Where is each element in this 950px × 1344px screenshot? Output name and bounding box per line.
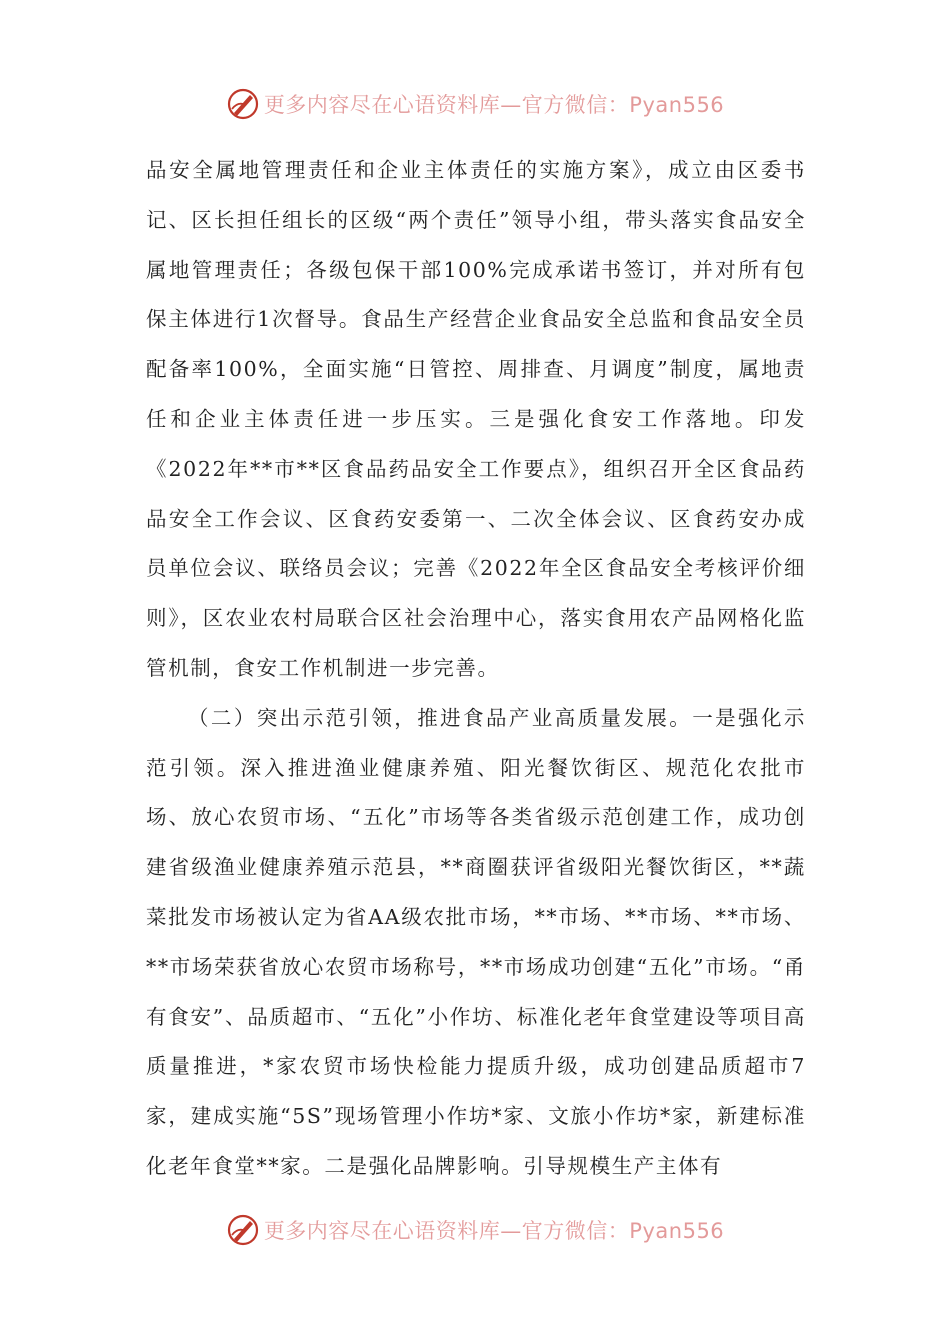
document-body bbox=[146, 146, 806, 1192]
watermark-text: 更多内容尽在心语资料库—官方微信：Pyan556 bbox=[263, 1219, 725, 1243]
watermark-banner-bottom bbox=[0, 1210, 950, 1250]
watermark-text: 更多内容尽在心语资料库—官方微信：Pyan556 bbox=[263, 93, 725, 117]
pen-logo-icon bbox=[226, 87, 260, 121]
paragraph-1: 品安全属地管理责任和企业主体责任的实施方案》，成立由区委书记、区长担任组长的区级“两个责任”领导小组，带头落实食品安全属地管理责任；各级包保干部100%完成承诺书签订，并对所有包保主体进行1次督导。食品生产经营企业食品安全总监和食品安全员配备率100%，全面实施“日管控、周排查、月调度”制度，属地责任和企业主体责任进一步压实。三是强化食安工作落地。印发《2022年**市**区食品药品安全工作要点》，组织召开全区食品药品安全工作会议、区食药安委第一、二次全体会议、区食药安办成员单位会议、联络员会议；完善《2022年全区食品安全考核评价细则》，区农业农村局联合区社会治理中心，落实食用农产品网格化监管机制，食安工作机制进一步完善。 bbox=[146, 158, 806, 680]
pen-logo-icon bbox=[226, 1213, 260, 1247]
watermark-banner-top bbox=[0, 84, 950, 124]
paragraph-2: （二）突出示范引领，推进食品产业高质量发展。一是强化示范引领。深入推进渔业健康养殖、阳光餐饮街区、规范化农批市场、放心农贸市场、“五化”市场等各类省级示范创建工作，成功创建省级渔业健康养殖示范县，**商圈获评省级阳光餐饮街区，**蔬菜批发市场被认定为省AA级农批市场，**市场、**市场、**市场、**市场荣获省放心农贸市场称号，**市场成功创建“五化”市场。“甬有食安”、品质超市、“五化”小作坊、标准化老年食堂建设等项目高质量推进，*家农贸市场快检能力提质升级，成功创建品质超市7家，建成实施“5S”现场管理小作坊*家、文旅小作坊*家，新建标准化老年食堂**家。二是强化品牌影响。引导规模生产主体有 bbox=[146, 705, 806, 1178]
